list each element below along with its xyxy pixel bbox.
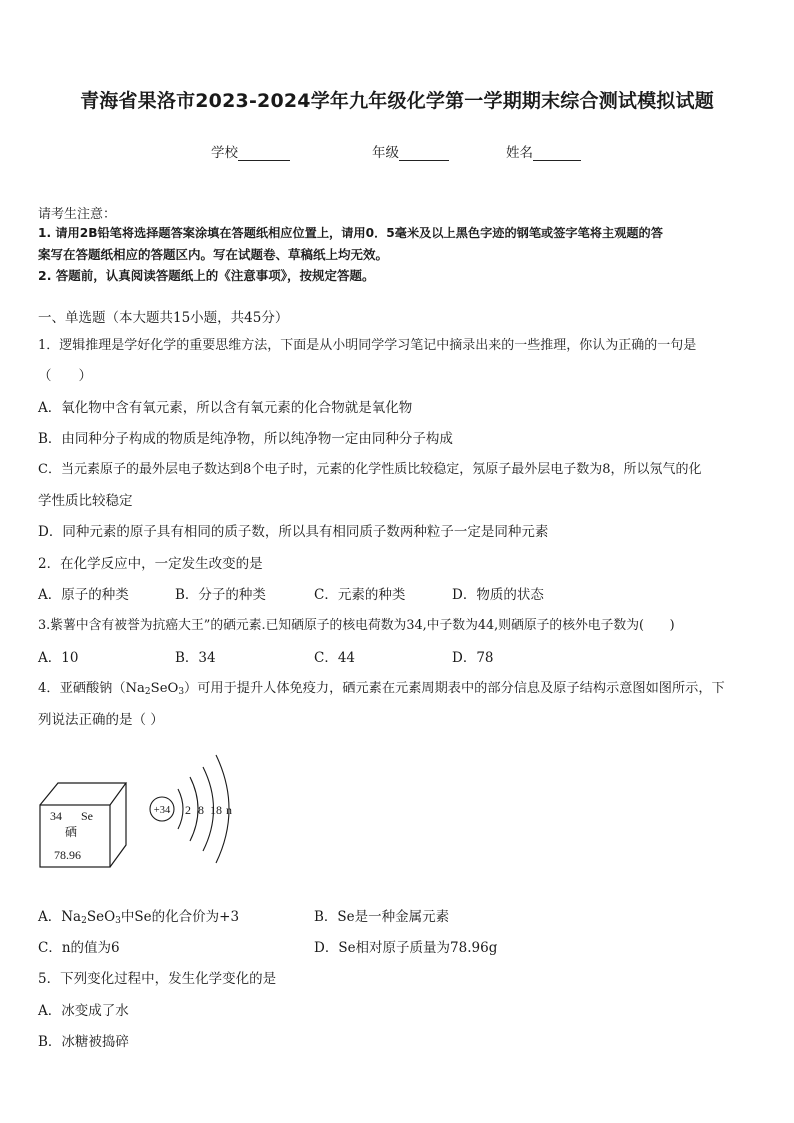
q4-option-c: C．n的值为6 (38, 940, 120, 956)
atomic-mass: 78.96 (54, 848, 81, 862)
section-heading: 一、单选题（本大题共15小题，共45分） (38, 310, 289, 326)
element-name: 硒 (65, 825, 78, 839)
q3-stem: 3.紫薯中含有被誉为抗癌大王”的硒元素.已知硒原子的核电荷数为34,中子数为44,则硒原子的核外电子数为( ) (38, 618, 675, 633)
shell-count-1: 2 (185, 803, 191, 817)
grade-label: 年级 (372, 145, 399, 161)
notice-line-1b: 案写在答题纸相应的答题区内。写在试题卷、草稿纸上均无效。 (38, 247, 389, 262)
grade-field[interactable] (372, 141, 449, 161)
q4-option-d: D．Se相对原子质量为78.96g (314, 940, 498, 956)
page-title: 青海省果洛市2023-2024学年九年级化学第一学期期末综合测试模拟试题 (80, 90, 714, 112)
q2-option-d: D．物质的状态 (452, 587, 544, 603)
notice-line-2: 2. 答题前，认真阅读答题纸上的《注意事项》，按规定答题。 (38, 268, 375, 283)
notice-line-1: 1. 请用2B铅笔将选择题答案涂填在答题纸相应位置上，请用0．5毫米及以上黑色字迹的钢笔或签字笔将主观题的答 (38, 226, 663, 240)
q1-option-c-line1: C．当元素原子的最外层电子数达到8个电子时，元素的化学性质比较稳定，氖原子最外层电子数为8，所以氖气的化 (38, 462, 702, 477)
q2-option-c: C．元素的种类 (314, 587, 406, 603)
q2-option-a: A．原子的种类 (38, 587, 129, 603)
name-label: 姓名 (506, 145, 533, 161)
q4-option-a: A．$Na_2SeO_3$中Se的化合价为+3 (38, 909, 240, 926)
q2-option-b: B．分子的种类 (175, 587, 266, 603)
grade-blank[interactable] (399, 146, 449, 161)
q2-stem: 2．在化学反应中，一定发生改变的是 (38, 556, 263, 572)
q3-option-b: B．34 (175, 650, 216, 666)
selenium-figure (38, 745, 248, 870)
q1-stem: 1．逻辑推理是学好化学的重要思维方法，下面是从小明同学学习笔记中摘录出来的一些推理，你认为正确的一句是 (38, 338, 697, 353)
atomic-number: 34 (50, 809, 62, 823)
q1-option-d: D．同种元素的原子具有相同的质子数，所以具有相同质子数两种粒子一定是同种元素 (38, 524, 549, 540)
shell-count-3: 18 (210, 803, 222, 817)
q5-option-a: A．冰变成了水 (38, 1003, 129, 1019)
school-label: 学校 (211, 145, 238, 161)
name-field[interactable] (506, 141, 581, 161)
q5-option-b: B．冰糖被捣碎 (38, 1034, 129, 1050)
shell-count-4: n (226, 803, 232, 817)
periodic-cell (40, 783, 126, 867)
q4-stem-line2: 列说法正确的是（ ） (38, 712, 164, 728)
element-symbol: Se (81, 809, 93, 823)
q4-stem: 4．亚硒酸钠$(Na_2SeO_3)$可用于提升人体免疫力，硒元素在元素周期表中的部分信息及原子结构示意图如图所示，下 (38, 681, 725, 697)
q5-stem: 5．下列变化过程中，发生化学变化的是 (38, 971, 277, 987)
shell-arc-2 (190, 777, 198, 841)
shell-count-2: 8 (198, 803, 204, 817)
notice-heading: 请考生注意： (38, 207, 117, 222)
atom-diagram (150, 755, 232, 863)
q3-option-a: A．10 (38, 650, 79, 666)
q4-option-b: B．Se是一种金属元素 (314, 909, 450, 925)
school-field[interactable] (211, 141, 290, 161)
school-blank[interactable] (238, 146, 290, 161)
q3-option-d: D．78 (452, 650, 494, 666)
nucleus-charge: +34 (153, 805, 171, 816)
q1-option-b: B．由同种分子构成的物质是纯净物，所以纯净物一定由同种分子构成 (38, 431, 453, 447)
q1-option-c-line2: 学性质比较稳定 (38, 493, 133, 509)
name-blank[interactable] (533, 146, 581, 161)
q1-option-a: A．氧化物中含有氧元素，所以含有氧元素的化合物就是氧化物 (38, 400, 413, 416)
q3-option-c: C．44 (314, 650, 356, 666)
q1-paren: （ ） (38, 368, 92, 384)
shell-arc-1 (178, 789, 183, 829)
